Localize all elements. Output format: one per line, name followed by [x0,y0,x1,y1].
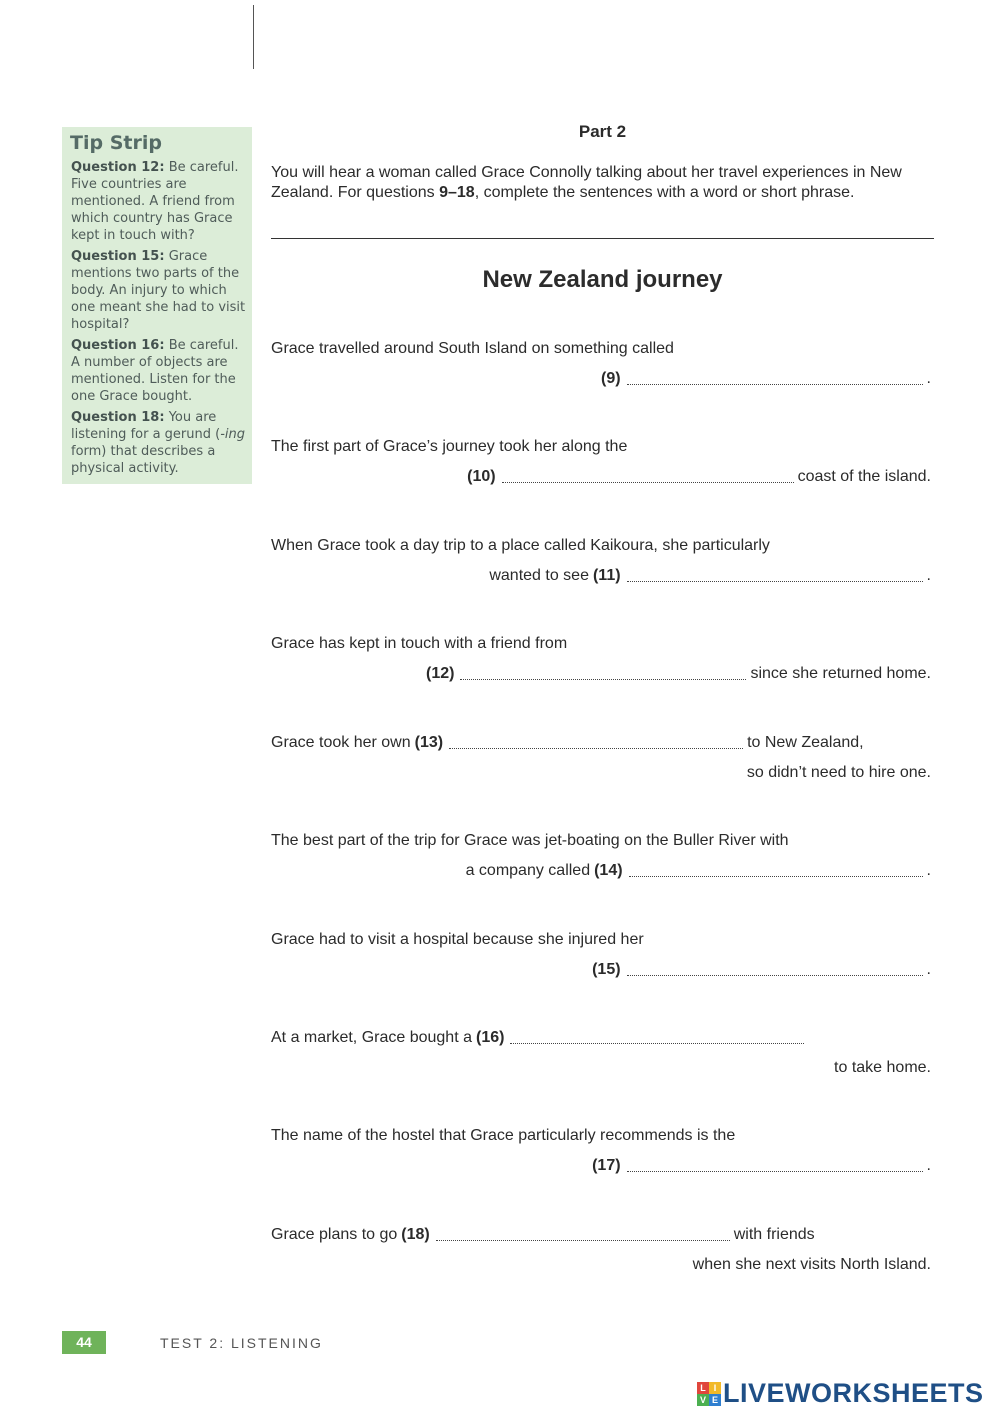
question-number: (13) [414,734,444,751]
question-number: (9) [600,370,621,387]
tip-item [71,337,247,405]
question-text: Grace took her own [271,734,411,751]
answer-blank-17[interactable] [627,1155,923,1172]
question-18 [271,1220,931,1280]
question-number: (18) [401,1226,430,1243]
watermark-text: LIVEWORKSHEETS [723,1378,984,1408]
page-number: 44 [62,1331,106,1354]
worksheet-heading: New Zealand journey [482,266,723,293]
part-title: Part 2 [578,122,627,141]
question-11 [271,531,931,591]
logo-letter: V [697,1394,709,1406]
question-text: Grace had to visit a hospital because she injured her [271,931,644,948]
tip-text: form) that describes a physical activity. [71,444,216,476]
liveworksheets-watermark [697,1378,984,1409]
instructions-text: , complete the sentences with a word or short phrase. [474,184,855,201]
question-text: Grace has kept in touch with a friend from [271,635,568,652]
tip-strip-body [71,159,247,481]
scan-mark [253,5,254,69]
tip-item [71,159,247,244]
question-15 [271,925,931,985]
answer-blank-16[interactable] [510,1027,804,1044]
answer-blank-15[interactable] [627,959,923,976]
question-text: to New Zealand, [747,734,864,751]
question-16 [271,1023,931,1083]
question-number: (15) [592,961,621,978]
logo-letter: L [697,1382,709,1394]
question-range: 9–18 [439,184,475,201]
question-9 [271,334,931,394]
question-text: coast of the island. [797,468,931,485]
question-text: . [926,567,931,584]
answer-blank-9[interactable] [627,368,923,385]
footer-label: TEST 2: LISTENING [160,1335,323,1351]
question-number: (17) [592,1157,621,1174]
question-text: At a market, Grace bought a [271,1029,472,1046]
tip-text: You are listening for a gerund ( [71,410,221,442]
tip-item [71,248,247,333]
tip-label: Question 16: [71,338,165,353]
question-text: Grace plans to go [271,1226,398,1243]
tip-text: Grace mentions two parts of the body. An injury to which one meant she had to visit hospital? [71,249,246,332]
instructions [271,163,931,203]
question-13 [271,728,931,788]
question-text: Grace travelled around South Island on something called [271,340,674,357]
tip-label: Question 12: [71,160,165,175]
tip-text: Be careful. A number of objects are mentioned. Listen for the one Grace bought. [71,338,239,404]
question-text: The first part of Grace’s journey took her along the [271,438,628,455]
answer-blank-18[interactable] [436,1224,730,1241]
question-17 [271,1121,931,1181]
question-text: so didn’t need to hire one. [746,764,931,781]
answer-blank-10[interactable] [502,466,794,483]
question-number: (16) [476,1029,505,1046]
tip-text: Be careful. Five countries are mentioned. A friend from which country has Grace kept in touch with? [71,160,239,243]
question-text: wanted to see [489,567,589,584]
question-number: (14) [594,862,623,879]
question-text: since she returned home. [750,665,931,682]
question-text: The name of the hostel that Grace particularly recommends is the [271,1127,736,1144]
question-14 [271,826,931,886]
question-number: (10) [467,468,496,485]
liveworksheets-logo-icon [697,1382,721,1406]
question-10 [271,432,931,492]
question-text: when she next visits North Island. [692,1256,931,1273]
question-12 [271,629,931,689]
answer-blank-14[interactable] [629,860,923,877]
question-text: The best part of the trip for Grace was jet-boating on the Buller River with [271,832,789,849]
divider [271,238,934,239]
answer-blank-11[interactable] [627,565,923,582]
answer-blank-12[interactable] [460,663,746,680]
tip-strip-title: Tip Strip [70,132,162,154]
question-text: . [926,961,931,978]
tip-item [71,409,247,477]
question-text: . [926,1157,931,1174]
instructions-text: You will hear a woman called Grace Connolly talking about her travel experiences in New Zealand. For questions [271,164,902,201]
question-text: . [926,370,931,387]
question-text: a company called [465,862,591,879]
answer-blank-13[interactable] [449,732,743,749]
logo-letter: I [709,1382,721,1394]
question-number: (12) [426,665,455,682]
logo-letter: E [709,1394,721,1406]
question-text: When Grace took a day trip to a place called Kaikoura, she particularly [271,537,770,554]
tip-text-italic: -ing [220,427,245,442]
tip-label: Question 18: [71,410,165,425]
question-text: to take home. [834,1059,931,1076]
question-text: . [926,862,931,879]
question-number: (11) [592,567,621,584]
tip-label: Question 15: [71,249,165,264]
question-text: with friends [733,1226,815,1243]
